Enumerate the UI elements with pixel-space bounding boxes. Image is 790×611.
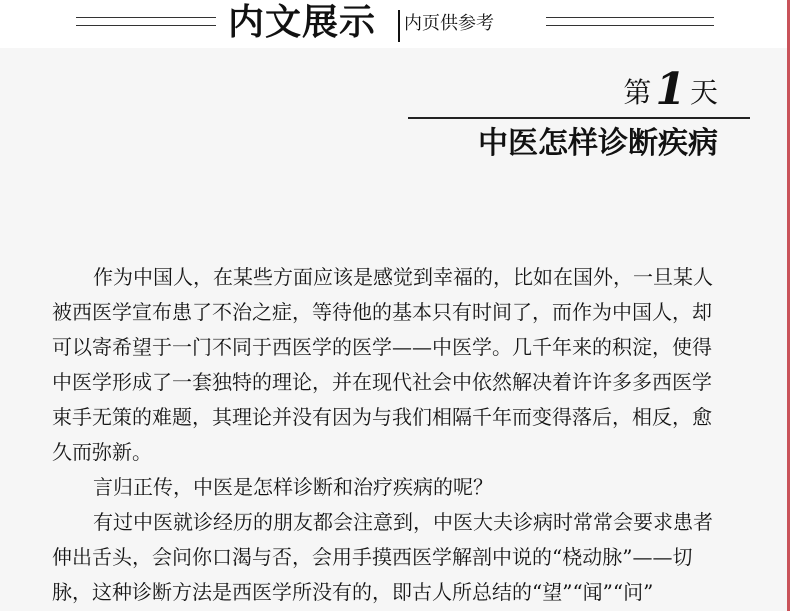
chapter-prefix: 第: [623, 76, 652, 109]
chapter-label: [623, 64, 718, 115]
header-rule-right-top: [546, 17, 714, 18]
body-line: 被西医学宣布患了不治之症，等待他的基本只有时间了，而作为中国人，却: [52, 300, 712, 324]
chapter-divider: [408, 117, 750, 119]
header-title: 内文展示: [228, 2, 377, 43]
chapter-number: 1: [655, 64, 686, 115]
header-banner: [0, 0, 790, 48]
body-line: 作为中国人，在某些方面应该是感觉到幸福的，比如在国外，一旦某人: [93, 265, 713, 289]
body-line: 伸出舌头，会问你口渴与否，会用手摸西医学解剖中说的“桡动脉”——切: [52, 545, 693, 569]
body-line: 言归正传，中医是怎样诊断和治疗疾病的呢？: [93, 475, 493, 499]
header-rule-right-bottom: [546, 25, 714, 26]
body-line: 脉，这种诊断方法是西医学所没有的，即古人所总结的“望”“闻”“问”: [52, 580, 654, 604]
body-line: 有过中医就诊经历的朋友都会注意到，中医大夫诊病时常常会要求患者: [93, 510, 713, 534]
header-subtitle: 内页供参考: [404, 13, 494, 34]
body-line: 久而弥新。: [52, 440, 152, 464]
chapter-suffix: 天: [689, 76, 718, 109]
body-text: [52, 260, 752, 610]
header-rule-left-bottom: [76, 25, 216, 26]
body-line: 束手无策的难题，其理论并没有因为与我们相隔千年而变得落后，相反，愈: [52, 405, 712, 429]
header-separator: [398, 10, 400, 42]
body-line: 中医学形成了一套独特的理论，并在现代社会中依然解决着许许多多西医学: [52, 370, 712, 394]
body-line: 可以寄希望于一门不同于西医学的医学——中医学。几千年来的积淀，使得: [52, 335, 712, 359]
chapter-title: 中医怎样诊断疾病: [478, 126, 718, 161]
header-rule-left-top: [76, 17, 216, 18]
